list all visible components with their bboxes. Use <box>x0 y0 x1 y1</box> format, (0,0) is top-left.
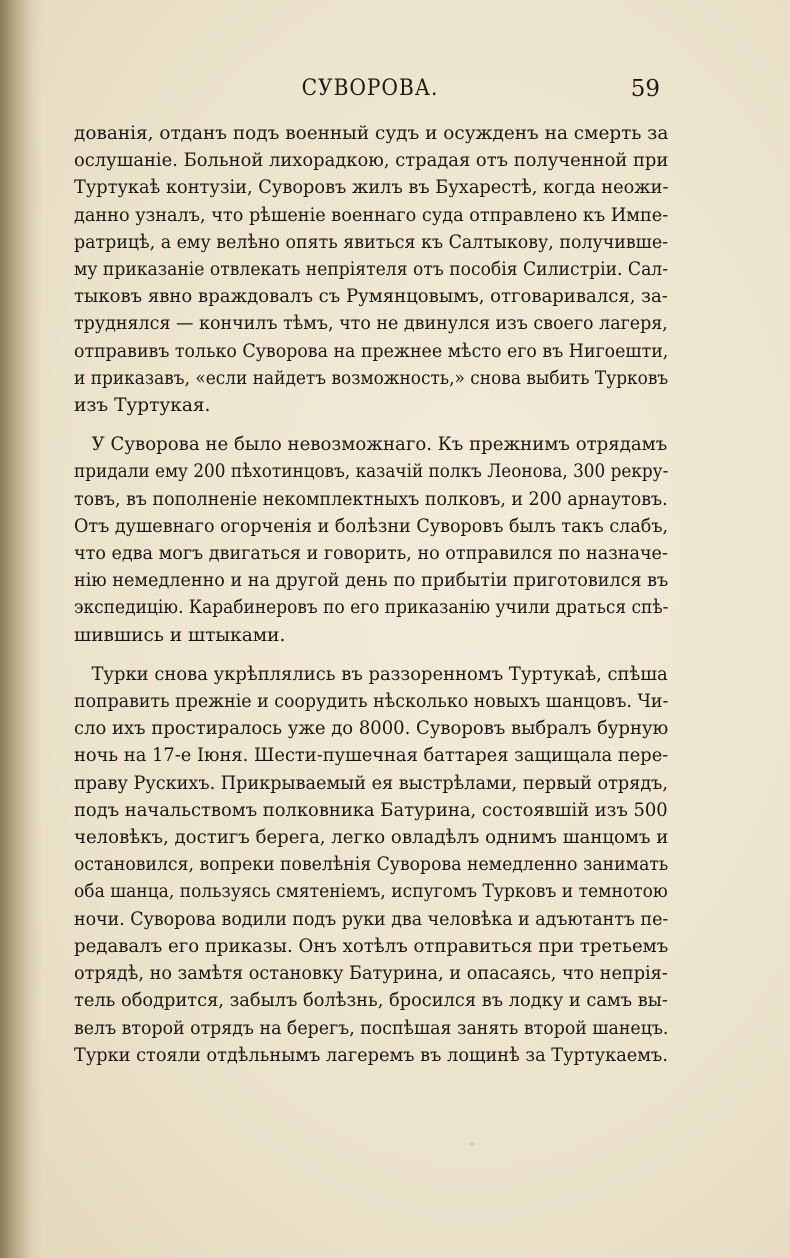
text-line: У Суворова не было невозможнаго. Къ прежнимъ отрядамъ <box>91 434 668 456</box>
text-line: редавалъ его приказы. Онъ хотѣлъ отправиться при третьемъ <box>74 935 669 957</box>
paper-stain <box>470 1142 474 1146</box>
text-line: велъ второй отрядъ на берегъ, поспѣшая занять второй шанецъ. <box>74 1017 669 1039</box>
text-line: что едва могъ двигаться и говорить, но отправился по назначе- <box>74 543 668 565</box>
text-line: придали ему 200 пѣхотинцовъ, казачій полкъ Леонова, 300 рекру- <box>74 461 669 483</box>
binding-shadow <box>0 0 42 1258</box>
text-line: Отъ душевнаго огорченія и болѣзни Суворовъ былъ такъ слабъ, <box>74 515 669 537</box>
page-header <box>70 72 670 112</box>
text-line: товъ, въ пополненіе некомплектныхъ полковъ, и 200 арнаутовъ. <box>74 488 668 510</box>
text-line: и приказавъ, «если найдетъ возможность,» снова выбить Турковъ <box>74 367 669 389</box>
body-text <box>74 120 668 1081</box>
paragraph <box>74 661 668 1069</box>
text-line: изъ Туртукая. <box>74 395 211 417</box>
text-line: Туртукаѣ контузіи, Суворовъ жилъ въ Бухарестѣ, когда неожи- <box>74 177 669 199</box>
text-line: тыковъ явно враждовалъ съ Румянцовымъ, отговаривался, за- <box>74 286 668 308</box>
text-line: данно узналъ, что рѣшеніе военнаго суда отправлено къ Импе- <box>74 204 669 226</box>
text-line: нію немедленно и на другой день по прибытіи приготовился въ <box>74 570 669 592</box>
text-line: экспедицію. Карабинеровъ по его приказанію учили драться спѣ- <box>74 597 669 619</box>
page-number: 59 <box>630 76 660 102</box>
text-line: ночь на 17-е Іюня. Шести-пушечная баттарея защищала пере- <box>74 745 669 767</box>
text-line: ночи. Суворова водили подъ руки два человѣка и адъютантъ пе- <box>74 908 669 930</box>
text-line: остановился, вопреки повелѣнія Суворова немедленно занимать <box>74 854 669 876</box>
text-line: поправить прежніе и соорудить нѣсколько новыхъ шанцовъ. Чи- <box>74 691 669 713</box>
text-line: праву Рускихъ. Прикрываемый ея выстрѣлами, первый отрядъ, <box>74 772 669 794</box>
paragraph <box>74 120 668 419</box>
text-line: тель ободрится, забылъ болѣзнь, бросился въ лодку и самъ вы- <box>74 990 668 1012</box>
text-line: оба шанца, пользуясь смятеніемъ, испугомъ Турковъ и темнотою <box>74 881 668 903</box>
text-line: подъ начальствомъ полковника Батурина, состоявшій изъ 500 <box>74 799 668 821</box>
text-line: му приказаніе отвлекать непріятеля отъ пособія Силистріи. Сал- <box>74 259 669 281</box>
text-line: шившись и штыками. <box>74 624 286 646</box>
text-line: ратрицѣ, а ему велѣно опять явиться къ Салтыкову, получивше- <box>74 231 669 253</box>
paragraph <box>74 431 668 649</box>
text-line: сло ихъ простиралось уже до 8000. Суворовъ выбралъ бурную <box>74 718 669 740</box>
text-line: ослушаніе. Больной лихорадкою, страдая отъ полученной при <box>74 150 669 172</box>
text-line: отрядѣ, но замѣтя остановку Батурина, и опасаясь, что непрія- <box>74 963 668 985</box>
text-line: труднялся — кончилъ тѣмъ, что не двинулся изъ своего лагеря, <box>74 313 668 335</box>
running-title: СУВОРОВА. <box>301 76 439 101</box>
text-line: человѣкъ, достигъ берега, легко овладѣлъ однимъ шанцомъ и <box>74 827 669 849</box>
text-line: Турки снова укрѣплялись въ раззоренномъ Туртукаѣ, спѣша <box>91 663 668 685</box>
text-line: отправивъ только Суворова на прежнее мѣсто его въ Нигоешти, <box>74 340 669 362</box>
text-line: Турки стояли отдѣльнымъ лагеремъ въ лощинѣ за Туртукаемъ. <box>74 1044 668 1066</box>
text-line: дованія, отданъ подъ военный судъ и осужденъ на смерть за <box>74 123 669 144</box>
